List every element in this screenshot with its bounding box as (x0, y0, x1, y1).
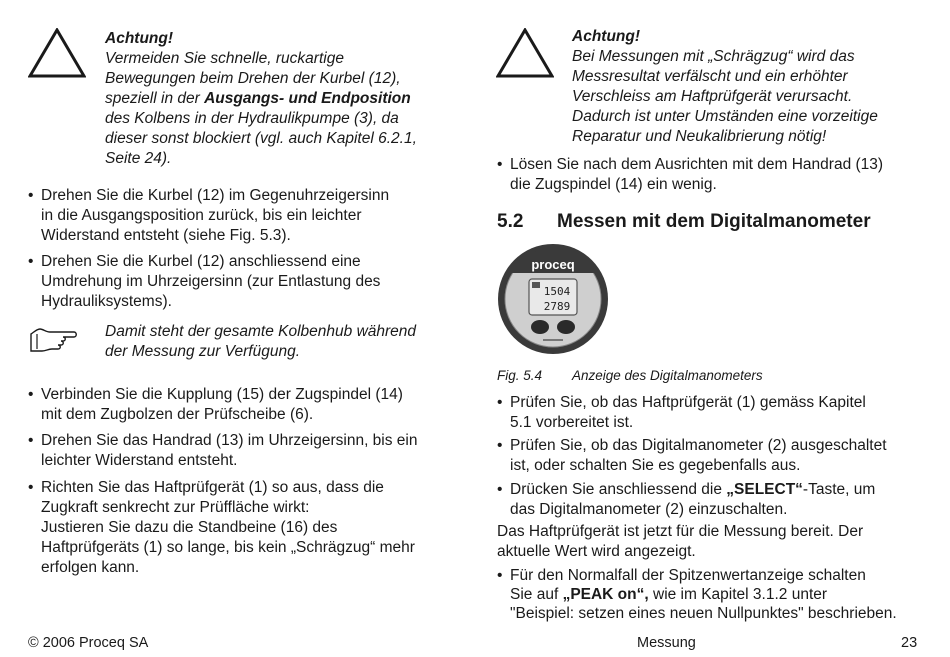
warning-line: Bewegungen beim Drehen der Kurbel (12), (105, 70, 401, 87)
device-brand: proceq (531, 257, 575, 272)
figure-caption (497, 366, 763, 386)
warning-line: speziell in der Ausgangs- und Endposition (105, 90, 411, 107)
list-item: • Prüfen Sie, ob das Haftprüfgerät (1) gemäss Kapitel 5.1 vorbereitet ist. (497, 393, 866, 433)
list-item: • Für den Normalfall der Spitzenwertanzeige schalten Sie auf „PEAK on“, wie im Kapitel 3.1.2 unter "Beispiel: setzen eines neuen Nullpunktes" beschrieben. (497, 566, 897, 623)
list-item: • Drücken Sie anschliessend die „SELECT“-Taste, um das Digitalmanometer (2) einzuschalten. (497, 480, 875, 520)
warning-line: des Kolbens in der Hydraulikpumpe (3), da (105, 110, 399, 127)
warning-triangle-icon (28, 28, 86, 78)
list-item: • Lösen Sie nach dem Ausrichten mit dem Handrad (13) die Zugspindel (14) ein wenig. (497, 155, 883, 195)
list-item: • Drehen Sie die Kurbel (12) im Gegenuhrzeigersinn in die Ausgangsposition zurück, bis ein leichter Widerstand entsteht (siehe Fig. 5.3). (28, 186, 389, 246)
section-title: Messen mit dem Digitalmanometer (557, 211, 871, 232)
page-number: 23 (901, 635, 918, 651)
list-item: • Drehen Sie das Handrad (13) im Uhrzeigersinn, bis ein leichter Widerstand entsteht. (28, 431, 418, 471)
display-top-value: 1504 (543, 285, 571, 298)
warning-triangle-icon (496, 28, 554, 78)
list-item: • Richten Sie das Haftprüfgerät (1) so aus, dass die Zugkraft senkrecht zur Prüffläche wirkt: Justieren Sie dazu die Standbeine (16) des Haftprüfgeräts (1) so lange, bis kein „Schrägzug“ mehr erfolgen kann. (28, 478, 415, 578)
warning-line: Vermeiden Sie schnelle, ruckartige (105, 50, 344, 67)
warning-title: Achtung! (572, 28, 641, 45)
section-heading (497, 211, 871, 232)
digital-manometer-image (497, 243, 609, 355)
display-bottom-value: 2789 (543, 300, 571, 313)
footer-section: Messung (637, 635, 696, 651)
warning-line: dieser sonst blockiert (vgl. auch Kapitel 6.2.1, (105, 130, 417, 147)
note-text: Damit steht der gesamte Kolbenhub während der Messung zur Verfügung. (105, 323, 417, 360)
list-item: • Drehen Sie die Kurbel (12) anschliessend eine Umdrehung im Uhrzeigersinn (zur Entlastung des Hydrauliksystems). (28, 252, 380, 312)
left-warning (105, 29, 417, 169)
body-paragraph: Das Haftprüfgerät ist jetzt für die Messung bereit. Der aktuelle Wert wird angezeigt. (497, 523, 864, 560)
warning-line: Seite 24). (105, 150, 172, 167)
section-number: 5.2 (497, 211, 524, 232)
figure-number: Fig. 5.4 (497, 368, 543, 383)
figure-title: Anzeige des Digitalmanometers (572, 368, 763, 383)
footer-copyright: © 2006 Proceq SA (28, 635, 149, 651)
list-item: • Prüfen Sie, ob das Digitalmanometer (2) ausgeschaltet ist, oder schalten Sie es gegebenfalls aus. (497, 436, 887, 476)
list-item: • Verbinden Sie die Kupplung (15) der Zugspindel (14) mit dem Zugbolzen der Prüfscheibe (6). (28, 385, 403, 425)
warning-title: Achtung! (105, 30, 174, 47)
pointing-hand-icon (28, 325, 78, 355)
right-warning: Achtung! Bei Messungen mit „Schrägzug“ wird das Messresultat verfälscht und ein erhöhter Verschleiss am Haftprüfgerät verursacht. Dadurch ist unter Umständen eine vorzeitige Reparatur und Neukalibrierung nötig! (572, 28, 878, 145)
